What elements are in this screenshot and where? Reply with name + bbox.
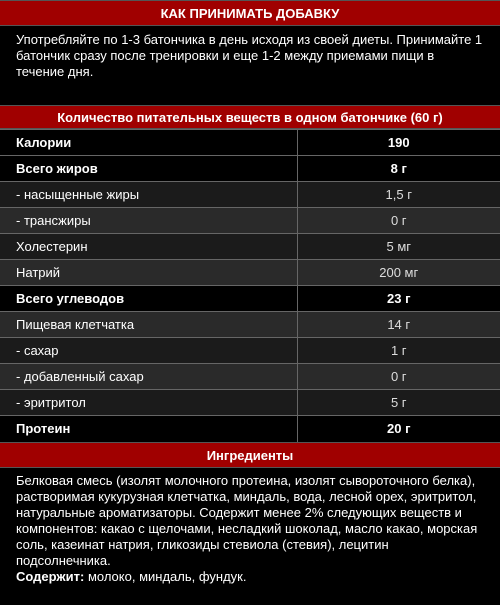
nutrient-value: 1,5 г — [297, 182, 500, 208]
nutrition-row — [0, 130, 500, 156]
nutrient-name: Холестерин — [0, 234, 297, 260]
nutrition-row — [0, 338, 500, 364]
nutrient-name: Калории — [0, 130, 297, 156]
nutrition-title: Количество питательных веществ в одном батончике (60 г) — [0, 105, 500, 129]
nutrition-row — [0, 234, 500, 260]
nutrient-name: Всего жиров — [0, 156, 297, 182]
nutrition-row — [0, 312, 500, 338]
contains-text: молоко, миндаль, фундук. — [84, 568, 247, 584]
section-divider — [0, 96, 500, 105]
nutrient-name: - трансжиры — [0, 208, 297, 234]
how-to-title: КАК ПРИНИМАТЬ ДОБАВКУ — [0, 0, 500, 26]
nutrient-value: 5 мг — [297, 234, 500, 260]
nutrition-row — [0, 286, 500, 312]
nutrient-name: - добавленный сахар — [0, 364, 297, 390]
ingredients-text-block — [0, 468, 500, 591]
nutrient-value: 14 г — [297, 312, 500, 338]
nutrient-name: - сахар — [0, 338, 297, 364]
nutrition-row — [0, 364, 500, 390]
nutrient-value: 23 г — [297, 286, 500, 312]
nutrition-row — [0, 260, 500, 286]
nutrition-row — [0, 390, 500, 416]
how-to-text: Употребляйте по 1-3 батончика в день исходя из своей диеты. Принимайте 1 батончик сразу после тренировки и еще 1-2 между приемами пищи в течение дня. — [16, 32, 483, 79]
nutrient-value: 0 г — [297, 208, 500, 234]
nutrition-row — [0, 416, 500, 442]
nutrition-table — [0, 129, 500, 442]
nutrition-row — [0, 182, 500, 208]
nutrient-value: 20 г — [297, 416, 500, 442]
nutrient-name: Всего углеводов — [0, 286, 297, 312]
nutrient-value: 0 г — [297, 364, 500, 390]
nutrient-name: Пищевая клетчатка — [0, 312, 297, 338]
nutrient-name: - насыщенные жиры — [0, 182, 297, 208]
nutrient-value: 5 г — [297, 390, 500, 416]
nutrient-value: 200 мг — [297, 260, 500, 286]
nutrient-name: - эритритол — [0, 390, 297, 416]
ingredients-text: Белковая смесь (изолят молочного протеина, изолят сывороточного белка), растворимая кукурузная клетчатка, миндаль, вода, лесной орех, эритритол, натуральные ароматизаторы. Содержит менее 2% следующих веществ и компонентов: какао с щелочами, несладкий шоколад, масло какао, морская соль, казеинат натрия, гликозиды стевиола (стевия), лецитин подсолнечника. — [16, 472, 478, 568]
nutrient-name: Натрий — [0, 260, 297, 286]
nutrient-name: Протеин — [0, 416, 297, 442]
contains-label: Содержит: — [16, 568, 85, 584]
nutrition-row — [0, 156, 500, 182]
nutrient-value: 8 г — [297, 156, 500, 182]
ingredients-title: Ингредиенты — [0, 442, 500, 468]
nutrient-value: 190 — [297, 130, 500, 156]
nutrient-value: 1 г — [297, 338, 500, 364]
nutrition-row — [0, 208, 500, 234]
